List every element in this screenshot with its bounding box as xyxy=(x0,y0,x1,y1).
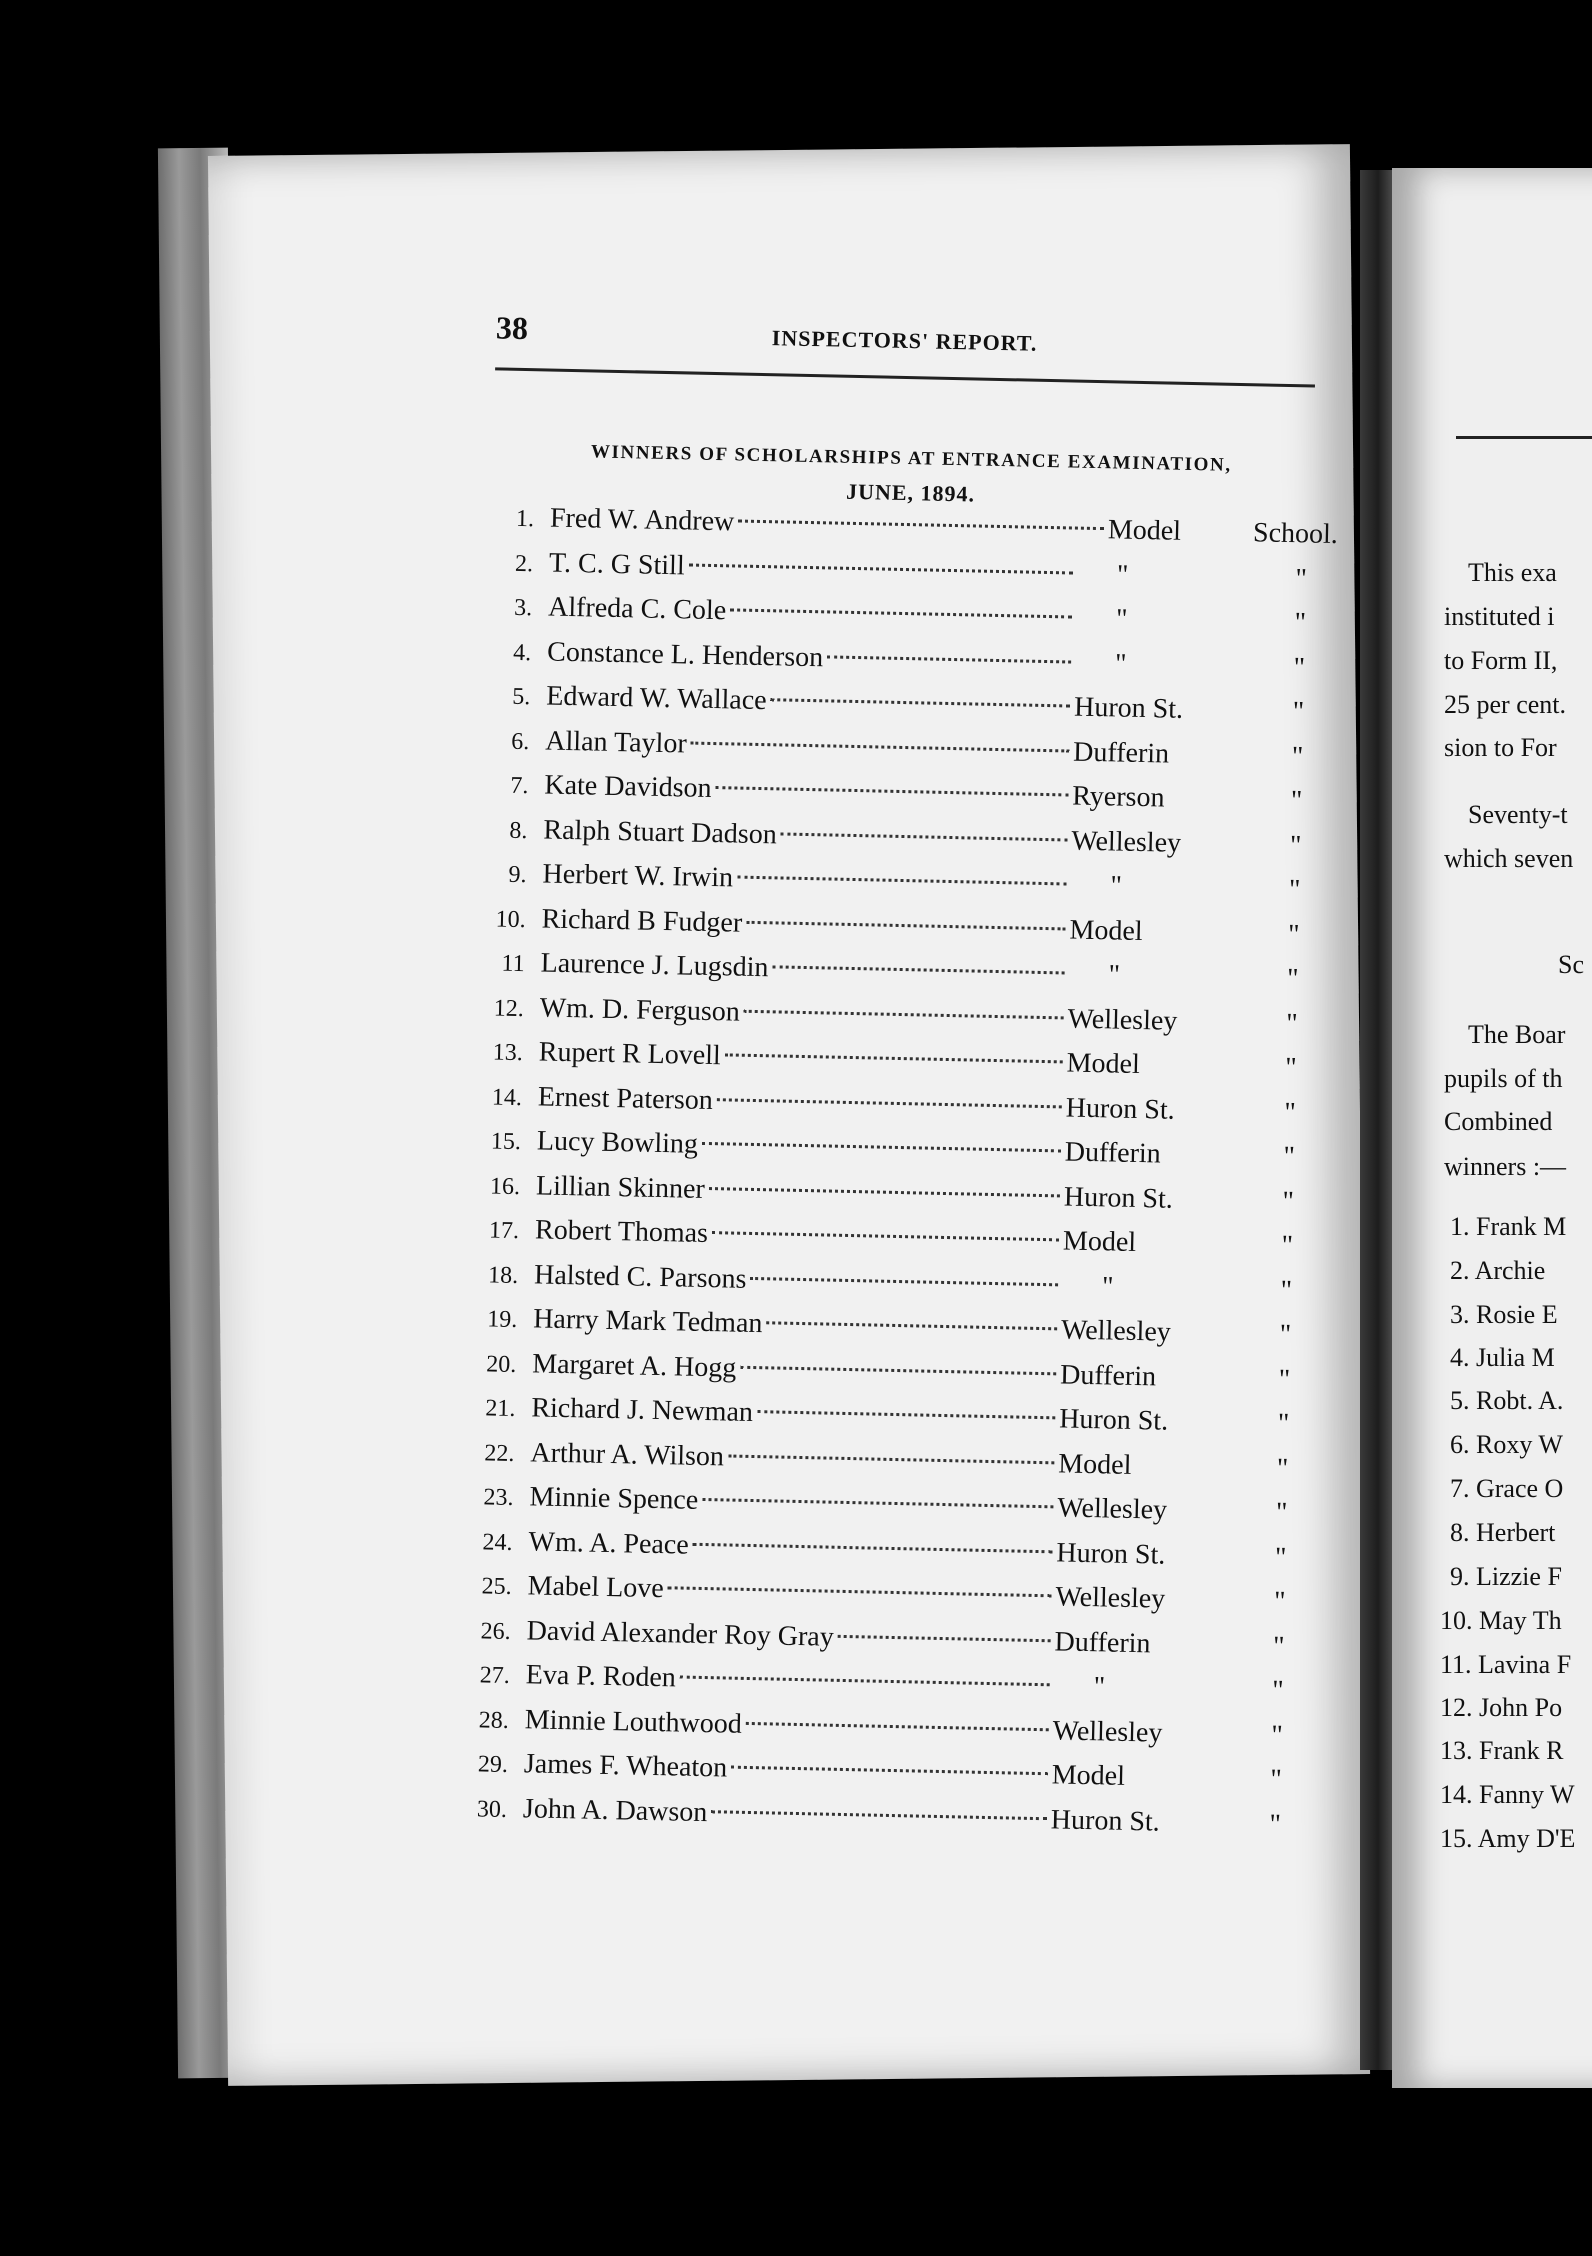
dot-leader xyxy=(712,1227,1059,1241)
entry-school-type: " xyxy=(1272,1630,1285,1662)
dot-leader xyxy=(716,782,1069,796)
entry-school-type: " xyxy=(1275,1496,1288,1529)
entry-name: Minnie Louthwood xyxy=(524,1703,743,1740)
entry-school-type: School. xyxy=(1252,517,1339,551)
entry-school: " xyxy=(1116,558,1129,591)
entry-number: 23. xyxy=(483,1484,514,1512)
entry-number: 5. xyxy=(511,683,531,711)
entry-school: Huron St. xyxy=(1050,1803,1161,1838)
entry-school-type: " xyxy=(1294,607,1307,639)
dot-leader xyxy=(746,1717,1049,1730)
running-title: INSPECTORS' REPORT. xyxy=(771,325,1038,356)
right-page-line: 15. Amy D'E xyxy=(1440,1824,1576,1853)
entry-school: Model xyxy=(1058,1447,1132,1481)
entry-school-type: " xyxy=(1287,918,1300,950)
entry-number: 27. xyxy=(479,1662,511,1689)
right-page-line: 4. Julia M xyxy=(1450,1343,1555,1372)
entry-number: 4. xyxy=(512,639,532,666)
dot-leader xyxy=(744,1005,1064,1019)
entry-number: 10. xyxy=(495,906,526,933)
entry-school-type: " xyxy=(1274,1541,1287,1573)
entry-school: Dufferin xyxy=(1072,736,1170,770)
entry-number: 28. xyxy=(478,1706,510,1734)
right-page-line: This exa xyxy=(1468,558,1557,587)
right-page-line: which seven xyxy=(1444,844,1574,873)
entry-number: 6. xyxy=(511,728,530,755)
entry-name: Richard B Fudger xyxy=(541,902,743,939)
entry-school-type: " xyxy=(1276,1452,1289,1484)
dot-leader xyxy=(702,1494,1053,1508)
entry-school: " xyxy=(1110,870,1123,902)
entry-name: Fred W. Andrew xyxy=(549,502,735,538)
entry-name: Harry Mark Tedman xyxy=(532,1303,763,1340)
dot-leader xyxy=(668,1582,1052,1597)
right-page-line: 12. John Po xyxy=(1440,1693,1563,1722)
entry-school-type: " xyxy=(1271,1674,1284,1707)
entry-name: Wm. D. Ferguson xyxy=(539,991,741,1028)
entry-name: Minnie Spence xyxy=(529,1481,699,1516)
entry-number: 12. xyxy=(493,994,525,1022)
entry-number: 9. xyxy=(508,861,527,889)
entry-school: Model xyxy=(1107,514,1182,547)
dot-leader xyxy=(689,559,1073,574)
entry-number: 1. xyxy=(515,505,535,533)
entry-school-type: " xyxy=(1290,785,1303,817)
entry-school-type: " xyxy=(1283,1141,1296,1173)
dot-leader xyxy=(757,1406,1055,1419)
right-page-line: instituted i xyxy=(1444,602,1555,631)
entry-school-type: " xyxy=(1277,1408,1290,1440)
entry-number: 8. xyxy=(509,817,528,844)
right-page-line: to Form II, xyxy=(1444,646,1558,675)
right-page-line: 5. Robt. A. xyxy=(1450,1386,1564,1415)
entry-school-type: " xyxy=(1291,740,1304,772)
entry-school: Model xyxy=(1051,1759,1126,1792)
entry-school: Dufferin xyxy=(1059,1358,1157,1392)
entry-name: Richard J. Newman xyxy=(531,1392,754,1429)
scholarship-winners-list xyxy=(450,501,1338,1854)
entry-name: John A. Dawson xyxy=(522,1792,708,1828)
entry-name: James F. Wheaton xyxy=(523,1748,728,1784)
right-page-line: 25 per cent. xyxy=(1444,690,1567,719)
right-page-line: 13. Frank R xyxy=(1440,1736,1564,1765)
entry-number: 14. xyxy=(491,1083,523,1111)
right-page-line: The Boar xyxy=(1468,1020,1566,1049)
entry-name: David Alexander Roy Gray xyxy=(526,1614,835,1653)
entry-school-type: " xyxy=(1282,1185,1295,1217)
entry-school-type: " xyxy=(1279,1319,1292,1351)
dot-leader xyxy=(737,872,1067,886)
entry-school: Huron St. xyxy=(1073,691,1184,725)
dot-leader xyxy=(693,1538,1053,1553)
entry-number: 18. xyxy=(487,1261,519,1289)
right-page-line: Combined xyxy=(1444,1107,1553,1136)
entry-school: Model xyxy=(1069,914,1143,947)
entry-number: 16. xyxy=(489,1172,521,1200)
entry-school-type: " xyxy=(1283,1096,1297,1128)
entry-school-type: " xyxy=(1280,1274,1293,1306)
dot-leader xyxy=(711,1806,1047,1820)
dot-leader xyxy=(766,1317,1057,1330)
right-page-line: 3. Rosie E xyxy=(1450,1300,1558,1329)
entry-school: " xyxy=(1108,959,1121,991)
entry-school-type: " xyxy=(1288,874,1301,906)
entry-school: Huron St. xyxy=(1063,1180,1174,1215)
entry-number: 29. xyxy=(477,1751,509,1778)
right-page-line: pupils of th xyxy=(1444,1064,1563,1093)
dot-leader xyxy=(740,1361,1056,1375)
entry-school-type: " xyxy=(1273,1585,1286,1618)
dot-leader xyxy=(838,1630,1051,1641)
entry-number: 21. xyxy=(485,1395,516,1423)
entry-number: 7. xyxy=(510,772,529,800)
entry-name: Ralph Stuart Dadson xyxy=(543,813,778,850)
entry-number: 11 xyxy=(501,950,525,978)
entry-name: Eva P. Roden xyxy=(525,1659,677,1694)
entry-name: Lillian Skinner xyxy=(535,1169,706,1205)
right-page-line: 2. Archie xyxy=(1450,1256,1546,1285)
entry-name: Herbert W. Irwin xyxy=(542,858,734,894)
entry-school: Wellesley xyxy=(1052,1714,1163,1749)
entry-name: Rupert R Lovell xyxy=(538,1036,722,1072)
entry-school: Dufferin xyxy=(1054,1625,1151,1659)
dot-leader xyxy=(725,1049,1063,1063)
entry-number: 19. xyxy=(486,1306,518,1334)
entry-school: Wellesley xyxy=(1071,825,1182,859)
right-page-line: 14. Fanny W xyxy=(1440,1780,1575,1809)
page-number: 38 xyxy=(495,309,529,347)
dot-leader xyxy=(691,737,1070,752)
entry-name: Arthur A. Wilson xyxy=(530,1436,725,1472)
entry-name: Ernest Paterson xyxy=(537,1080,714,1116)
entry-name: Laurence J. Lugsdin xyxy=(540,947,769,984)
right-page-line: 9. Lizzie F xyxy=(1450,1562,1562,1591)
dot-leader xyxy=(750,1272,1058,1285)
entry-school: " xyxy=(1093,1671,1106,1703)
entry-school: Wellesley xyxy=(1055,1581,1166,1615)
entry-school-type: " xyxy=(1289,829,1302,861)
entry-number: 24. xyxy=(482,1528,513,1556)
dot-leader xyxy=(771,694,1071,707)
dot-leader xyxy=(731,1762,1048,1776)
entry-school: Wellesley xyxy=(1057,1492,1168,1526)
entry-school-type: " xyxy=(1281,1230,1294,1262)
right-page-line: 11. Lavina F xyxy=(1440,1650,1572,1679)
entry-school: Dufferin xyxy=(1064,1136,1162,1170)
right-page-line: 7. Grace O xyxy=(1450,1474,1564,1503)
dot-leader xyxy=(702,1138,1061,1153)
right-page-line: 8. Herbert xyxy=(1450,1518,1556,1547)
entry-school: Model xyxy=(1062,1225,1137,1258)
entry-number: 15. xyxy=(490,1128,522,1156)
entry-name: Wm. A. Peace xyxy=(528,1525,690,1561)
entry-school-type: " xyxy=(1270,1719,1284,1751)
entry-school-type: " xyxy=(1284,1052,1297,1084)
dot-leader xyxy=(827,651,1071,663)
entry-number: 26. xyxy=(480,1617,511,1645)
entry-school: Huron St. xyxy=(1065,1091,1175,1126)
section-heading: WINNERS OF SCHOLARSHIPS AT ENTRANCE EXAMINATION, xyxy=(590,441,1232,476)
entry-number: 17. xyxy=(488,1217,520,1245)
dot-leader xyxy=(772,961,1064,974)
right-page-line: 10. May Th xyxy=(1440,1606,1562,1635)
entry-school: Wellesley xyxy=(1067,1003,1178,1037)
right-page-content xyxy=(1440,0,1592,2256)
entry-school: Model xyxy=(1066,1047,1141,1081)
dot-leader xyxy=(728,1450,1054,1464)
entry-number: 20. xyxy=(486,1350,517,1378)
entry-school: Huron St. xyxy=(1056,1536,1166,1571)
entry-number: 30. xyxy=(476,1795,508,1823)
entry-name: Lucy Bowling xyxy=(536,1125,699,1160)
entry-name: Kate Davidson xyxy=(544,769,712,805)
entry-school: " xyxy=(1114,647,1127,680)
dot-leader xyxy=(717,1094,1062,1108)
dot-leader xyxy=(746,916,1065,930)
right-page-line: Sc xyxy=(1558,950,1584,979)
entry-name: Robert Thomas xyxy=(534,1214,709,1250)
entry-school: " xyxy=(1115,603,1128,635)
entry-name: Constance L. Henderson xyxy=(546,636,824,673)
dot-leader xyxy=(680,1672,1050,1687)
section-date: JUNE, 1894. xyxy=(845,478,976,507)
right-page-line: winners :— xyxy=(1444,1152,1567,1181)
entry-school-type: " xyxy=(1278,1363,1291,1395)
entry-number: 25. xyxy=(481,1573,512,1600)
entry-school-type: " xyxy=(1292,696,1305,728)
entry-number: 13. xyxy=(492,1039,524,1067)
entry-number: 22. xyxy=(484,1439,515,1467)
entry-name: Allan Taylor xyxy=(545,725,688,759)
entry-school-type: " xyxy=(1295,562,1308,594)
dot-leader xyxy=(730,604,1072,618)
right-page-line: 6. Roxy W xyxy=(1450,1430,1563,1459)
entry-number: 2. xyxy=(514,550,534,577)
entry-school-type: " xyxy=(1269,1763,1283,1796)
right-page-line: sion to For xyxy=(1444,733,1557,762)
dot-leader xyxy=(738,516,1104,531)
entry-name: Alfreda C. Cole xyxy=(547,591,727,627)
entry-number: 3. xyxy=(513,594,533,622)
entry-school: Ryerson xyxy=(1071,780,1165,814)
right-page-line: 1. Frank M xyxy=(1450,1212,1567,1241)
entry-school: Huron St. xyxy=(1058,1403,1169,1437)
entry-school: Wellesley xyxy=(1060,1314,1172,1348)
entry-school-type: " xyxy=(1286,963,1299,995)
entry-school-type: " xyxy=(1285,1007,1298,1039)
entry-name: Mabel Love xyxy=(527,1570,665,1605)
entry-school: " xyxy=(1101,1270,1114,1303)
entry-school-type: " xyxy=(1293,651,1306,683)
entry-name: Halsted C. Parsons xyxy=(533,1258,747,1295)
page-header xyxy=(495,309,1316,376)
entry-school-type: " xyxy=(1269,1808,1282,1840)
entry-name: Edward W. Wallace xyxy=(545,680,767,717)
right-page-line: Seventy-t xyxy=(1468,800,1568,829)
entry-name: Margaret A. Hogg xyxy=(531,1347,737,1384)
entry-name: T. C. G Still xyxy=(548,547,686,581)
dot-leader xyxy=(709,1183,1060,1197)
dot-leader xyxy=(781,828,1068,841)
